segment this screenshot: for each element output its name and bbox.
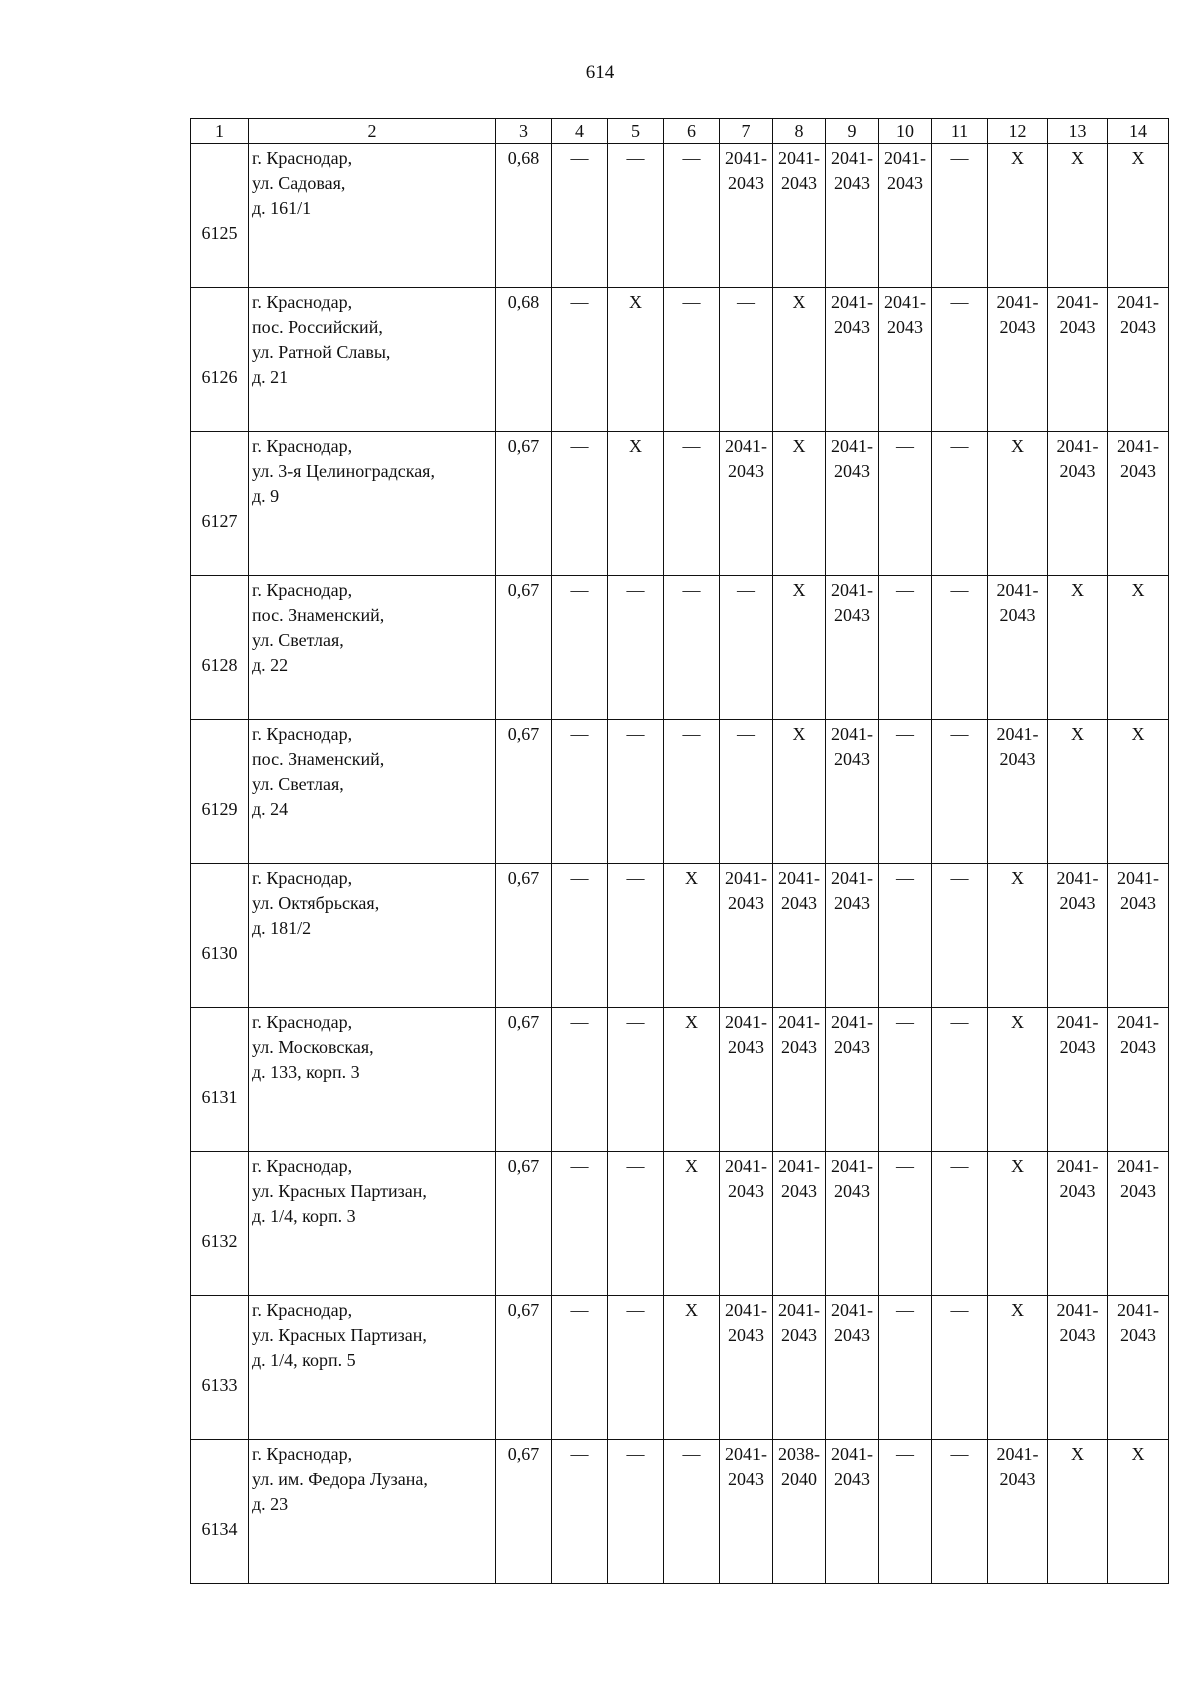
value-cell-col8 <box>773 144 826 288</box>
value-cell-col7 <box>720 864 773 1008</box>
address-cell <box>249 1008 496 1152</box>
table-row <box>191 864 1169 1008</box>
year-range-line: 2041- <box>725 1300 767 1320</box>
value-cell-col13: X <box>1048 576 1108 720</box>
page-number: 614 <box>585 62 615 83</box>
year-range-line: 2043 <box>1059 461 1096 481</box>
address-line: д. 21 <box>252 367 289 387</box>
value-cell-col5: X <box>608 432 664 576</box>
year-range-line: 2041- <box>831 1444 873 1464</box>
value-cell-col8 <box>773 864 826 1008</box>
value-cell-col13: X <box>1048 144 1108 288</box>
year-range-line: 2041- <box>1056 1300 1099 1320</box>
value-cell-col11: — <box>932 1440 988 1584</box>
year-range-line: 2043 <box>834 317 870 337</box>
year-range-line: 2043 <box>1059 893 1096 913</box>
value-cell-col13: X <box>1048 720 1108 864</box>
value-cell-col5: — <box>608 720 664 864</box>
row-number: 6128 <box>191 576 249 720</box>
value-cell-col5: — <box>608 576 664 720</box>
year-range-line: 2041- <box>1117 868 1159 888</box>
year-range-line: 2041- <box>996 292 1039 312</box>
year-range-line: 2043 <box>728 1325 764 1345</box>
year-range-line: 2043 <box>887 317 923 337</box>
table-body <box>191 144 1169 1584</box>
value-cell-col14 <box>1108 1152 1169 1296</box>
value-cell-col3: 0,67 <box>496 432 552 576</box>
row-number: 6131 <box>191 1008 249 1152</box>
year-range-line: 2038- <box>778 1444 820 1464</box>
year-range-line: 2041- <box>1117 1300 1159 1320</box>
year-range-line: 2041- <box>996 580 1039 600</box>
year-range-line: 2043 <box>999 317 1036 337</box>
year-range-line: 2041- <box>831 1156 873 1176</box>
value-cell-col8: X <box>773 432 826 576</box>
value-cell-col9 <box>826 144 879 288</box>
value-cell-col13 <box>1048 1008 1108 1152</box>
value-cell-col11: — <box>932 1008 988 1152</box>
value-cell-col4: — <box>552 432 608 576</box>
value-cell-col9 <box>826 576 879 720</box>
value-cell-col10: — <box>879 1296 932 1440</box>
value-cell-col4: — <box>552 1152 608 1296</box>
year-range-line: 2043 <box>1120 1325 1156 1345</box>
address-line: ул. 3-я Целиноградская, <box>252 461 435 481</box>
value-cell-col12: X <box>988 1296 1048 1440</box>
address-line: ул. Красных Партизан, <box>252 1325 427 1345</box>
year-range-line: 2041- <box>1056 1012 1099 1032</box>
value-cell-col9 <box>826 432 879 576</box>
column-header-9: 9 <box>826 119 879 144</box>
row-number: 6133 <box>191 1296 249 1440</box>
value-cell-col5: — <box>608 144 664 288</box>
value-cell-col3: 0,67 <box>496 1440 552 1584</box>
value-cell-col10: — <box>879 720 932 864</box>
year-range-line: 2043 <box>728 1181 764 1201</box>
address-line: д. 23 <box>252 1494 289 1514</box>
value-cell-col4: — <box>552 720 608 864</box>
value-cell-col6: — <box>664 576 720 720</box>
value-cell-col10 <box>879 144 932 288</box>
row-number: 6130 <box>191 864 249 1008</box>
value-cell-col9 <box>826 1440 879 1584</box>
value-cell-col4: — <box>552 144 608 288</box>
year-range-line: 2041- <box>831 580 873 600</box>
year-range-line: 2043 <box>1120 1181 1156 1201</box>
year-range-line: 2043 <box>834 749 870 769</box>
value-cell-col3: 0,67 <box>496 576 552 720</box>
value-cell-col5: — <box>608 1440 664 1584</box>
column-header-4: 4 <box>552 119 608 144</box>
address-line: г. Краснодар, <box>252 292 353 312</box>
year-range-line: 2041- <box>725 1444 767 1464</box>
value-cell-col8 <box>773 1296 826 1440</box>
value-cell-col10 <box>879 288 932 432</box>
year-range-line: 2041- <box>996 724 1039 744</box>
table-row <box>191 1008 1169 1152</box>
year-range-line: 2043 <box>1059 1037 1096 1057</box>
year-range-line: 2041- <box>831 436 873 456</box>
year-range-line: 2043 <box>834 893 870 913</box>
table-row <box>191 288 1169 432</box>
address-line: ул. Светлая, <box>252 630 344 650</box>
year-range-line: 2043 <box>728 173 764 193</box>
year-range-line: 2043 <box>834 461 870 481</box>
address-line: г. Краснодар, <box>252 1444 353 1464</box>
table-row <box>191 1152 1169 1296</box>
year-range-line: 2041- <box>778 868 820 888</box>
value-cell-col14: X <box>1108 1440 1169 1584</box>
value-cell-col4: — <box>552 1296 608 1440</box>
table-row <box>191 432 1169 576</box>
year-range-line: 2043 <box>834 1181 870 1201</box>
year-range-line: 2041- <box>996 1444 1039 1464</box>
year-range-line: 2041- <box>725 1156 767 1176</box>
address-line: д. 24 <box>252 799 289 819</box>
address-line: г. Краснодар, <box>252 1156 353 1176</box>
value-cell-col6: X <box>664 1152 720 1296</box>
year-range-line: 2043 <box>834 1325 870 1345</box>
header-row <box>191 119 1169 144</box>
year-range-line: 2041- <box>831 292 873 312</box>
address-line: ул. Московская, <box>252 1037 374 1057</box>
value-cell-col10: — <box>879 1152 932 1296</box>
value-cell-col9 <box>826 1296 879 1440</box>
value-cell-col13 <box>1048 864 1108 1008</box>
year-range-line: 2041- <box>1117 1156 1159 1176</box>
value-cell-col9 <box>826 1152 879 1296</box>
value-cell-col4: — <box>552 576 608 720</box>
year-range-line: 2043 <box>1120 317 1156 337</box>
year-range-line: 2043 <box>834 1037 870 1057</box>
address-line: г. Краснодар, <box>252 1012 353 1032</box>
value-cell-col6: X <box>664 1296 720 1440</box>
value-cell-col12 <box>988 1440 1048 1584</box>
value-cell-col11: — <box>932 144 988 288</box>
address-line: д. 181/2 <box>252 918 312 938</box>
value-cell-col7 <box>720 1440 773 1584</box>
year-range-line: 2041- <box>778 148 820 168</box>
address-cell <box>249 1152 496 1296</box>
value-cell-col7: — <box>720 576 773 720</box>
value-cell-col3: 0,67 <box>496 864 552 1008</box>
value-cell-col3: 0,67 <box>496 720 552 864</box>
value-cell-col7: — <box>720 720 773 864</box>
table-row <box>191 1296 1169 1440</box>
value-cell-col3: 0,67 <box>496 1296 552 1440</box>
value-cell-col8 <box>773 1152 826 1296</box>
year-range-line: 2041- <box>1056 436 1099 456</box>
year-range-line: 2043 <box>728 461 764 481</box>
address-line: д. 9 <box>252 486 280 506</box>
column-header-5: 5 <box>608 119 664 144</box>
value-cell-col11: — <box>932 720 988 864</box>
value-cell-col7 <box>720 1008 773 1152</box>
year-range-line: 2043 <box>781 1037 817 1057</box>
value-cell-col12: X <box>988 1152 1048 1296</box>
column-header-6: 6 <box>664 119 720 144</box>
value-cell-col6: — <box>664 288 720 432</box>
year-range-line: 2041- <box>884 148 926 168</box>
address-line: ул. Октябрьская, <box>252 893 380 913</box>
row-number: 6132 <box>191 1152 249 1296</box>
column-header-12: 12 <box>988 119 1048 144</box>
address-line: ул. Садовая, <box>252 173 346 193</box>
year-range-line: 2043 <box>834 173 870 193</box>
value-cell-col6: — <box>664 1440 720 1584</box>
value-cell-col6: — <box>664 144 720 288</box>
value-cell-col4: — <box>552 1440 608 1584</box>
value-cell-col8: X <box>773 288 826 432</box>
address-line: г. Краснодар, <box>252 436 353 456</box>
address-line: д. 1/4, корп. 3 <box>252 1206 356 1226</box>
address-cell <box>249 1296 496 1440</box>
register-table <box>190 118 1169 1584</box>
year-range-line: 2043 <box>781 1181 817 1201</box>
value-cell-col4: — <box>552 1008 608 1152</box>
value-cell-col12: X <box>988 864 1048 1008</box>
value-cell-col9 <box>826 720 879 864</box>
year-range-line: 2041- <box>725 868 767 888</box>
address-line: ул. Светлая, <box>252 774 344 794</box>
year-range-line: 2043 <box>999 749 1036 769</box>
value-cell-col5: — <box>608 1296 664 1440</box>
column-header-11: 11 <box>932 119 988 144</box>
value-cell-col12 <box>988 576 1048 720</box>
year-range-line: 2040 <box>781 1469 817 1489</box>
year-range-line: 2043 <box>887 173 923 193</box>
value-cell-col7: — <box>720 288 773 432</box>
value-cell-col5: — <box>608 1152 664 1296</box>
year-range-line: 2041- <box>1117 436 1159 456</box>
address-cell <box>249 432 496 576</box>
year-range-line: 2043 <box>728 1037 764 1057</box>
value-cell-col14 <box>1108 864 1169 1008</box>
value-cell-col8: X <box>773 720 826 864</box>
value-cell-col12: X <box>988 432 1048 576</box>
value-cell-col11: — <box>932 576 988 720</box>
value-cell-col12 <box>988 288 1048 432</box>
value-cell-col13 <box>1048 1152 1108 1296</box>
row-number: 6134 <box>191 1440 249 1584</box>
column-header-14: 14 <box>1108 119 1169 144</box>
value-cell-col13 <box>1048 1296 1108 1440</box>
address-line: пос. Знаменский, <box>252 605 385 625</box>
column-header-7: 7 <box>720 119 773 144</box>
address-line: ул. им. Федора Лузана, <box>252 1469 428 1489</box>
address-cell <box>249 864 496 1008</box>
address-cell <box>249 576 496 720</box>
value-cell-col7 <box>720 432 773 576</box>
year-range-line: 2041- <box>1117 292 1159 312</box>
value-cell-col5: X <box>608 288 664 432</box>
value-cell-col7 <box>720 144 773 288</box>
address-line: пос. Знаменский, <box>252 749 385 769</box>
value-cell-col12: X <box>988 144 1048 288</box>
value-cell-col11: — <box>932 288 988 432</box>
value-cell-col10: — <box>879 432 932 576</box>
year-range-line: 2043 <box>728 1469 764 1489</box>
column-header-13: 13 <box>1048 119 1108 144</box>
address-line: г. Краснодар, <box>252 1300 353 1320</box>
address-line: г. Краснодар, <box>252 580 353 600</box>
year-range-line: 2043 <box>834 1469 870 1489</box>
year-range-line: 2043 <box>999 1469 1036 1489</box>
address-line: г. Краснодар, <box>252 868 353 888</box>
table-row <box>191 144 1169 288</box>
address-line: ул. Ратной Славы, <box>252 342 391 362</box>
value-cell-col10: — <box>879 576 932 720</box>
address-line: д. 133, корп. 3 <box>252 1062 360 1082</box>
column-header-3: 3 <box>496 119 552 144</box>
value-cell-col9 <box>826 864 879 1008</box>
value-cell-col14 <box>1108 288 1169 432</box>
value-cell-col4: — <box>552 288 608 432</box>
column-header-1: 1 <box>191 119 249 144</box>
year-range-line: 2041- <box>831 1300 873 1320</box>
table-row <box>191 720 1169 864</box>
year-range-line: 2041- <box>831 1012 873 1032</box>
value-cell-col10: — <box>879 864 932 1008</box>
value-cell-col8: X <box>773 576 826 720</box>
value-cell-col9 <box>826 1008 879 1152</box>
address-cell <box>249 720 496 864</box>
value-cell-col6: X <box>664 1008 720 1152</box>
year-range-line: 2041- <box>831 724 873 744</box>
address-line: пос. Российский, <box>252 317 383 337</box>
address-line: ул. Красных Партизан, <box>252 1181 427 1201</box>
year-range-line: 2043 <box>1059 1181 1096 1201</box>
value-cell-col6: X <box>664 864 720 1008</box>
year-range-line: 2041- <box>778 1300 820 1320</box>
table-row <box>191 1440 1169 1584</box>
value-cell-col3: 0,67 <box>496 1152 552 1296</box>
value-cell-col7 <box>720 1152 773 1296</box>
row-number: 6129 <box>191 720 249 864</box>
value-cell-col9 <box>826 288 879 432</box>
value-cell-col11: — <box>932 1152 988 1296</box>
address-line: д. 22 <box>252 655 289 675</box>
value-cell-col13: X <box>1048 1440 1108 1584</box>
year-range-line: 2043 <box>999 605 1036 625</box>
value-cell-col14: X <box>1108 576 1169 720</box>
value-cell-col3: 0,68 <box>496 288 552 432</box>
address-line: д. 1/4, корп. 5 <box>252 1350 356 1370</box>
value-cell-col3: 0,67 <box>496 1008 552 1152</box>
column-header-8: 8 <box>773 119 826 144</box>
value-cell-col5: — <box>608 864 664 1008</box>
column-header-10: 10 <box>879 119 932 144</box>
value-cell-col14 <box>1108 432 1169 576</box>
value-cell-col6: — <box>664 720 720 864</box>
value-cell-col10: — <box>879 1008 932 1152</box>
year-range-line: 2043 <box>1059 317 1096 337</box>
year-range-line: 2041- <box>831 148 873 168</box>
table-row <box>191 576 1169 720</box>
address-cell <box>249 288 496 432</box>
year-range-line: 2043 <box>781 1325 817 1345</box>
year-range-line: 2041- <box>1056 1156 1099 1176</box>
year-range-line: 2041- <box>778 1156 820 1176</box>
address-line: г. Краснодар, <box>252 148 353 168</box>
value-cell-col14 <box>1108 1008 1169 1152</box>
value-cell-col11: — <box>932 1296 988 1440</box>
year-range-line: 2041- <box>778 1012 820 1032</box>
value-cell-col12: X <box>988 1008 1048 1152</box>
year-range-line: 2043 <box>1059 1325 1096 1345</box>
value-cell-col8 <box>773 1440 826 1584</box>
value-cell-col3: 0,68 <box>496 144 552 288</box>
year-range-line: 2043 <box>1120 461 1156 481</box>
year-range-line: 2041- <box>725 148 767 168</box>
value-cell-col11: — <box>932 432 988 576</box>
year-range-line: 2043 <box>781 893 817 913</box>
year-range-line: 2041- <box>831 868 873 888</box>
value-cell-col6: — <box>664 432 720 576</box>
row-number: 6126 <box>191 288 249 432</box>
year-range-line: 2041- <box>725 436 767 456</box>
year-range-line: 2041- <box>1056 292 1099 312</box>
address-line: г. Краснодар, <box>252 724 353 744</box>
year-range-line: 2043 <box>1120 1037 1156 1057</box>
row-number: 6125 <box>191 144 249 288</box>
year-range-line: 2043 <box>834 605 870 625</box>
value-cell-col14: X <box>1108 720 1169 864</box>
year-range-line: 2041- <box>725 1012 767 1032</box>
year-range-line: 2043 <box>728 893 764 913</box>
row-number: 6127 <box>191 432 249 576</box>
value-cell-col13 <box>1048 288 1108 432</box>
value-cell-col13 <box>1048 432 1108 576</box>
value-cell-col14 <box>1108 1296 1169 1440</box>
value-cell-col7 <box>720 1296 773 1440</box>
value-cell-col4: — <box>552 864 608 1008</box>
value-cell-col12 <box>988 720 1048 864</box>
year-range-line: 2041- <box>884 292 926 312</box>
value-cell-col14: X <box>1108 144 1169 288</box>
year-range-line: 2043 <box>781 173 817 193</box>
address-cell <box>249 1440 496 1584</box>
address-line: д. 161/1 <box>252 198 312 218</box>
year-range-line: 2041- <box>1117 1012 1159 1032</box>
address-cell <box>249 144 496 288</box>
year-range-line: 2043 <box>1120 893 1156 913</box>
value-cell-col8 <box>773 1008 826 1152</box>
year-range-line: 2041- <box>1056 868 1099 888</box>
value-cell-col10: — <box>879 1440 932 1584</box>
column-header-2: 2 <box>249 119 496 144</box>
value-cell-col5: — <box>608 1008 664 1152</box>
value-cell-col11: — <box>932 864 988 1008</box>
